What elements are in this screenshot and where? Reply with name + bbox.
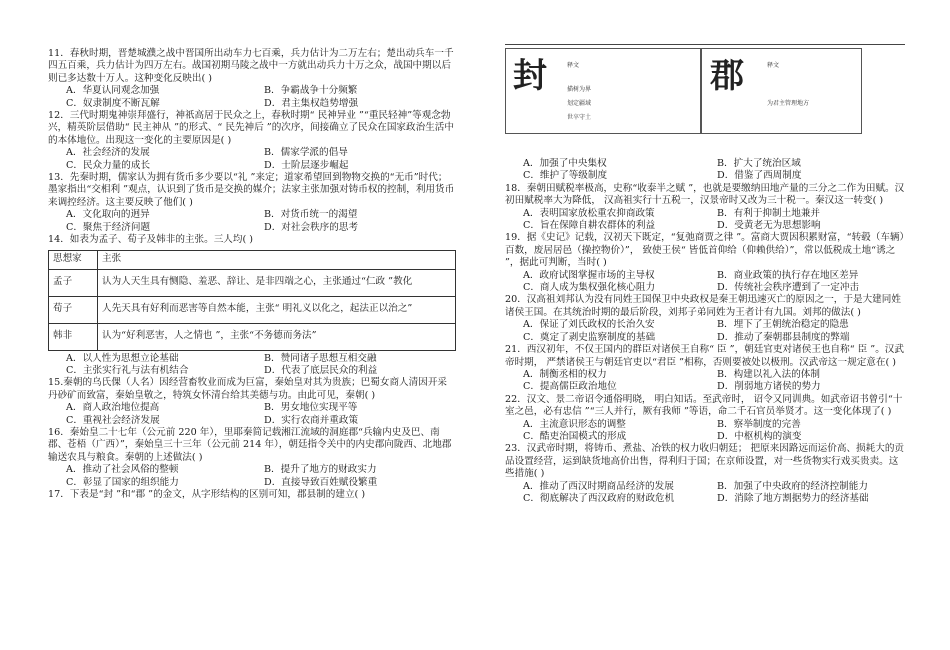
option-c: C．商人成为集权强化核心阻力 [523,282,656,294]
question-20-stem: 20．汉高祖刘邦认为没有同姓王国保卫中央政权是秦王朝迅速灭亡的原因之一，于是大建同姓诸侯王国。在其统治时期的最后阶段，刘邦子弟同姓为王者计有九国。刘邦的做法( ) [505,294,901,318]
question-23-stem: 23．汉武帝时期，将铸币、煮盐、冶铁的权力收归朝廷； 把原来因路远而运价高、损耗大的贡品设置经营，运到缺货地高价出售，得利归于国；在京师设置，对一些货物实行戏买贵卖。这些措施( ) [505,443,905,480]
table-row [49,269,456,296]
option-c: C．维护了等级制度 [523,170,608,182]
option-c: C．彻底解决了西汉政府的财政危机 [523,492,675,504]
question-19-options [505,270,905,295]
jun-caption: 释文 [767,62,780,69]
question-23-options [505,481,905,506]
question-22-stem: 22．汉文、景二帝诏令通俗明晓， 明白知话。至武帝时， 诏令又同训典。如武帝诏书曾引“十室之邑，必有忠信 ”“三人并行，厥有我师 ”等语，命二千石官员举贤才。这一变化体现了( ) [505,393,903,418]
option-d: D．士阶层逐步崛起 [264,159,349,171]
feng-caption: 释文 [567,62,580,69]
option-a: A．华夏认同观念加强 [66,85,160,97]
option-a: A．文化取向的迥异 [66,209,150,221]
option-c: C．奴隶制度不断瓦解 [66,97,160,109]
question-17-stem: 17．下表是“封 ”和“郡 ”的金文，从字形结构的区别可知，郡县制的建立( ) [48,488,366,500]
option-b: B．埋下了王朝统治稳定的隐患 [717,319,849,331]
option-c: C．提高儒臣政治地位 [523,381,617,393]
option-b: B．构建以礼入法的体制 [717,368,820,380]
option-c: C．奠定了剥史监察制度的基础 [523,331,656,343]
question-18-options [505,208,905,233]
option-c: C．彰显了国家的组织能力 [66,476,179,488]
option-c: C．民众力量的成长 [66,159,151,171]
option-a: A．主流意识形态的调整 [523,418,626,430]
question-12-options [48,147,456,172]
jun-meaning: 为君主管理地方 [767,100,810,107]
option-d: D．实行农商并重政策 [264,414,359,426]
left-column [48,48,456,501]
question-20-options [505,319,905,344]
option-d: D．削弱地方诸侯的势力 [717,381,821,393]
option-b: B．对货币统一的渴望 [264,209,358,221]
option-a: A．商人政治地位提高 [66,402,160,414]
option-d: D．受黄老无为思想影响 [717,220,821,232]
question-21-stem: 21．西汉初年，不仅王国内的群臣对诸侯王自称“ 臣 ”，朝廷官吏对诸侯王也自称“ 臣 ”。汉武帝时期， 严禁诸侯王与朝廷官吏以“君臣 ”相称，否则要被处以极刑。汉武帝这一规定意在( ) [505,344,904,368]
question-14-stem: 14．如表为孟子、荀子及韩非的主张。三人均( ) [48,234,254,246]
option-d: D．君主集权趋势增强 [264,97,359,109]
jun-glyph: 郡 [710,56,744,96]
option-b: B．有利于抑制土地兼并 [717,207,820,219]
page-top-rule [505,44,905,45]
option-c: C．旨在保障自耕农群体的利益 [523,220,656,232]
option-d: D．借鉴了西周制度 [717,170,802,182]
question-13-stem: 13．先秦时期，儒家认为拥有货币多少要以“礼 ”来定；道家希望回到物物交换的“无币”时代；墨家指出“交相利 ”观点，认识到了货币是交换的媒介；法家主张加强对铸币权的控制，利用货币来调控经济。这主要反映了他们( ) [48,172,455,208]
table-cell-claim: 人先天具有好利而恶害等自然本能，主张“ 明礼义以化之，起法正以治之” [98,296,456,323]
question-14-options [48,353,456,378]
table-row [49,323,456,350]
question-15-stem: 15.秦朝的乌氏倮（人名）因经营畜牧业而成为巨富，秦始皇对其为贵族；巴蜀女商人清因开采丹砂矿而致富，秦始皇敬之，特筑女怀清台给其美德与功。由此可见，秦朝( ) [48,377,448,401]
option-a: A．推动了西汉时期商品经济的发展 [523,480,674,492]
option-d: D．中枢机构的演变 [717,430,802,442]
option-d: D．推动了秦朝郡县制度的弊端 [717,331,850,343]
feng-jun-figure [505,48,905,154]
question-11-stem: 11．春秋时期，晋楚城濮之战中晋国所出动车力七百乘，兵力估计为二万左右；楚出动兵车一千四五百乘，兵力估计为四万左右。战国初期马陵之战中一方就出动兵力十万之众，战国中期以后则已多达数十万人。这种变化反映出( ) [48,48,454,84]
question-17-options [505,158,905,183]
table-header-cell: 思想家 [49,250,98,269]
feng-meaning: 描树为界 [567,86,592,93]
question-12-stem: 12．三代时期鬼神崇拜盛行，神祇高居于民众之上，春秋时期“ 民神异业 ”“重民轻神”等观念勃兴，精英阶层借助“ 民主神从 ”的形式、“ 民先神后 ”的次序，间接确立了民众在国家政治生活中的本体地位。出现这一变化的主要原因是( ) [48,110,454,146]
option-d: D．直接导致百姓赋役繁重 [264,476,378,488]
option-d: D．代表了底层民众的利益 [264,364,378,376]
table-cell-thinker: 韩非 [49,323,98,350]
question-22-options [505,419,905,444]
thinkers-table [48,250,456,351]
option-b: B．男女地位实现平等 [264,402,358,414]
question-16-stem: 16．秦始皇二十七年（公元前 220 年），里耶秦简记载湘江流域的洞庭郡“兵输内史及巴、南郡、苍梧（广西）”，秦始皇三十三年（公元前 214 年），朝廷指令关中的内史郡向陇西、北地郡输送农具与粮食。秦朝的上述做法( ) [48,426,452,463]
option-a: A．保证了刘氏政权的长治久安 [523,319,655,331]
feng-meaning: 划定疆域 [567,100,592,107]
option-c: C．重视社会经济发展 [66,414,160,426]
feng-meaning: 世卒守土 [567,114,592,121]
option-a: A．制衡丞相的权力 [523,368,607,380]
option-b: B．赞同诸子思想互相交融 [264,352,377,364]
table-row [49,296,456,323]
option-b: B．察举制度的完善 [717,418,801,430]
feng-glyph: 封 [513,56,547,96]
table-header-cell: 主张 [98,250,456,269]
option-a: A．以人性为思想立论基础 [66,352,179,364]
question-15-options [48,402,456,427]
option-c: C．主张实行礼与法有机结合 [66,364,189,376]
table-header-row [49,250,456,269]
option-b: B．加强了中央政府的经济控制能力 [717,480,868,492]
table-cell-claim: 认为“好利恶害，人之情也 ”，主张“不务德而务法” [98,323,456,350]
table-cell-thinker: 孟子 [49,269,98,296]
question-18-stem: 18．秦朝田赋税率极高，史称“收泰半之赋 ”，也就是要缴纳田地产量的三分之二作为田赋。汉初田赋税率大为降低， 汉高祖实行十五税一，汉景帝时又改为三十税一。秦汉这一转变( ) [505,182,905,207]
option-a: A．表明国家放松重农抑商政策 [523,207,655,219]
option-b: B．提升了地方的财政实力 [264,464,377,476]
option-d: D．传统社会秩序遭到了一定冲击 [717,282,860,294]
question-16-options [48,464,456,489]
option-c: C．聚焦于经济问题 [66,221,151,233]
option-a: A．社会经济的发展 [66,147,150,159]
option-a: A．加强了中央集权 [523,158,607,169]
option-d: D．对社会秩序的思考 [264,221,359,233]
option-b: B．扩大了统治区域 [717,158,801,169]
table-cell-claim: 认为人天生具有恻隐、羞恶、辞让、是非四端之心，主张通过“仁政 ”教化 [98,269,456,296]
option-a: A．推动了社会风俗的整顿 [66,464,179,476]
option-b: B．争霸战争十分频繁 [264,85,358,97]
question-11-options [48,85,456,110]
question-13-options [48,209,456,234]
question-21-options [505,369,905,394]
question-19-stem: 19．据《史记》记载，汉初天下既定，“复弛商贾之律 ”。富商大贾因积累财富，“转毂（车辆）百数，废居居邑（操控物价）”， 致使王侯“ 皆低首仰给（仰赖供给）”，常以低税成土地“诱之 ”，据此可判断，当时( ) [505,232,905,269]
option-d: D．消除了地方割据势力的经济基础 [717,492,869,504]
table-cell-thinker: 荀子 [49,296,98,323]
option-c: C．酷吏治国模式的形成 [523,430,627,442]
option-b: B．儒家学派的倡导 [264,147,348,159]
option-b: B．商业政策的执行存在地区差异 [717,269,859,281]
option-a: A．政府试图掌握市场的主导权 [523,269,655,281]
right-column [505,48,905,505]
